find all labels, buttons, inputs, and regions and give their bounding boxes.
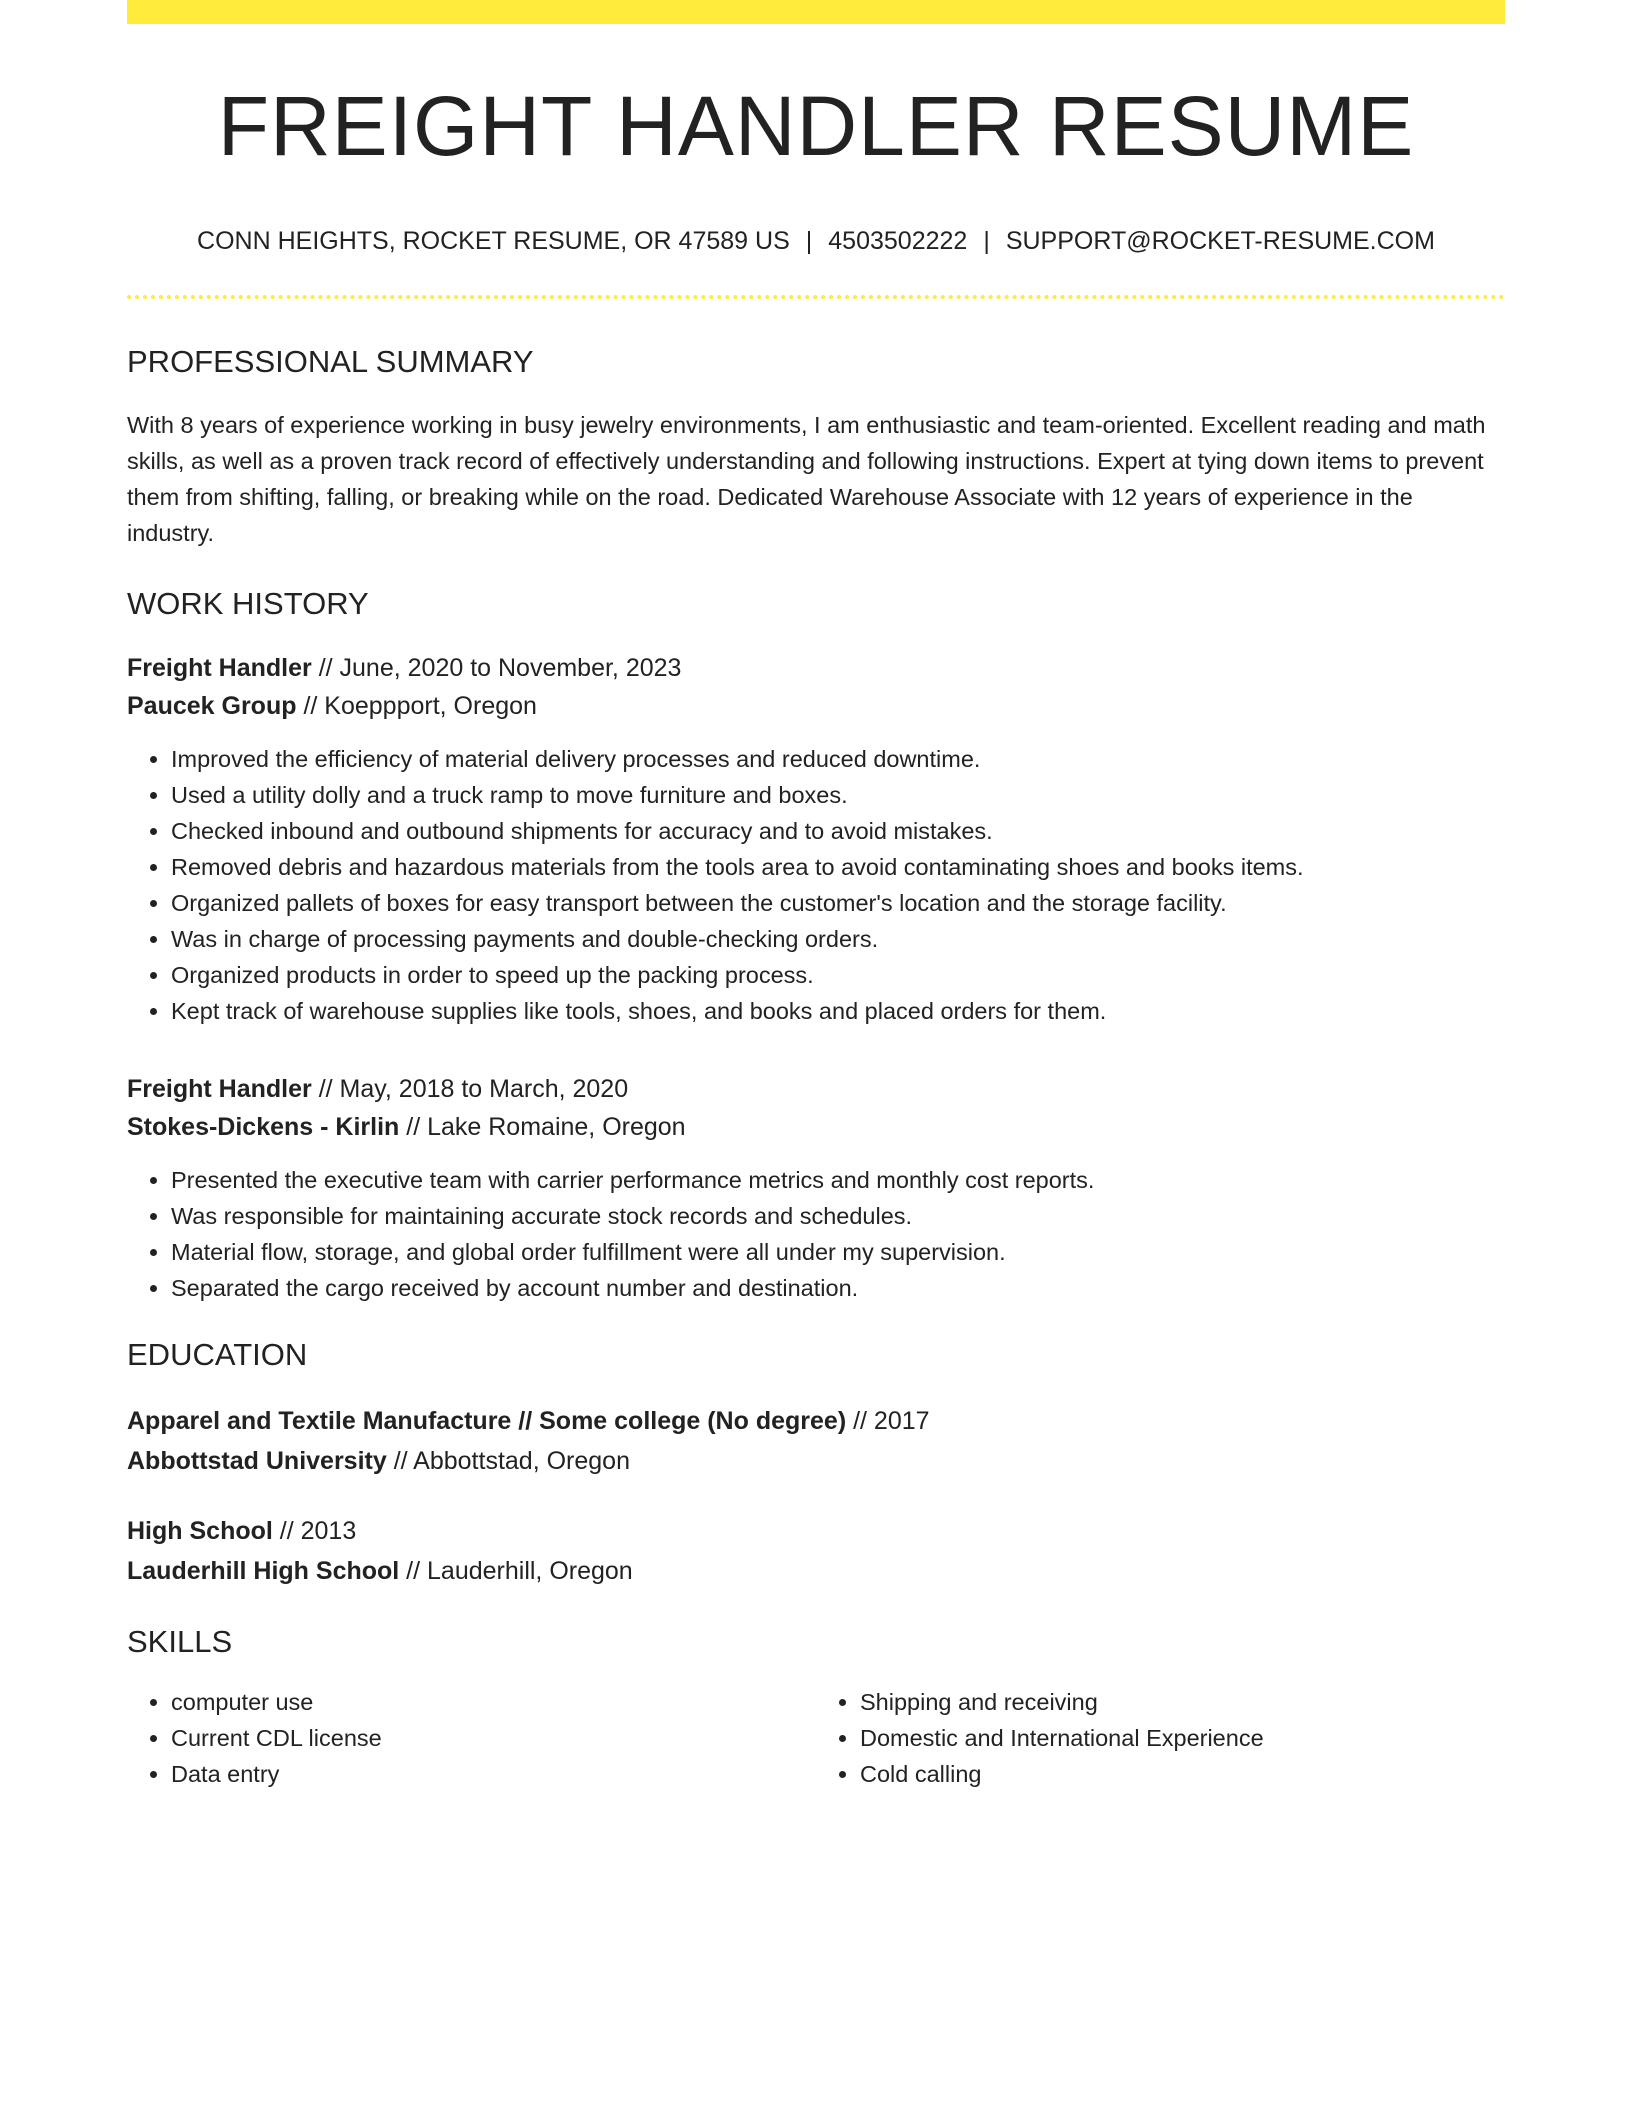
education-location: // Lauderhill, Oregon (399, 1556, 633, 1585)
job-role: Freight Handler (127, 653, 312, 682)
list-item: • Used a utility dolly and a truck ramp to move furniture and boxes. (171, 777, 1505, 813)
skills-column-left (127, 1684, 816, 1792)
contact-separator: | (805, 227, 813, 256)
dotted-divider (127, 295, 1505, 299)
skills-list (816, 1684, 1505, 1792)
education-degree-line (127, 1401, 1505, 1441)
job-dates: // May, 2018 to March, 2020 (311, 1074, 629, 1103)
education-school: Lauderhill High School (127, 1556, 400, 1585)
education-heading: EDUCATION (127, 1336, 308, 1372)
resume-title: FREIGHT HANDLER RESUME (217, 79, 1415, 173)
contact-phone: 4503502222 (828, 227, 968, 256)
summary-heading: PROFESSIONAL SUMMARY (127, 344, 534, 380)
job-location: // Lake Romaine, Oregon (399, 1112, 686, 1141)
job-bullets (127, 1162, 1505, 1306)
job-company: Paucek Group (127, 691, 297, 720)
list-item: • Removed debris and hazardous materials from the tools area to avoid contaminating shoes and books items. (171, 849, 1505, 885)
work-history-heading: WORK HISTORY (127, 585, 369, 621)
education-year: // 2013 (272, 1516, 357, 1545)
list-item: • Cold calling (860, 1756, 1505, 1792)
education-school-line (127, 1551, 1505, 1591)
skills-heading: SKILLS (127, 1623, 233, 1659)
job-company-line (127, 1108, 1505, 1146)
job-role: Freight Handler (127, 1074, 312, 1103)
job-entry (127, 649, 1505, 1029)
education-degree: High School (127, 1516, 273, 1545)
education-location: // Abbottstad, Oregon (386, 1446, 630, 1475)
contact-address: CONN HEIGHTS, ROCKET RESUME, OR 47589 US (197, 227, 790, 256)
list-item: • Was responsible for maintaining accurate stock records and schedules. (171, 1198, 1505, 1234)
job-entry (127, 1070, 1505, 1306)
list-item: • Current CDL license (171, 1720, 816, 1756)
skills-grid (127, 1684, 1505, 1792)
summary-text: With 8 years of experience working in busy jewelry environments, I am enthusiastic and team-oriented. Excellent reading and math skills, as well as a proven track record of effectively understanding and following instructions. Expert at tying down items to prevent them from shifting, falling, or breaking while on the road. Dedicated Warehouse Associate with 12 years of experience in the industry. (127, 411, 1486, 546)
resume-page (127, 0, 1505, 1792)
list-item: • Checked inbound and outbound shipments for accuracy and to avoid mistakes. (171, 813, 1505, 849)
contact-separator: | (983, 227, 990, 256)
job-dates: // June, 2020 to November, 2023 (311, 653, 682, 682)
accent-top-bar (127, 0, 1505, 24)
list-item: • Domestic and International Experience (860, 1720, 1505, 1756)
skills-column-right (816, 1684, 1505, 1792)
list-item: • Was in charge of processing payments and double-checking orders. (171, 921, 1505, 957)
education-school-line (127, 1441, 1505, 1481)
list-item: • Organized products in order to speed up the packing process. (171, 957, 1505, 993)
job-title-line (127, 649, 1505, 687)
education-entry (127, 1401, 1505, 1481)
list-item: • Material flow, storage, and global order fulfillment were all under my supervision. (171, 1234, 1505, 1270)
job-company-line (127, 687, 1505, 725)
list-item: • Organized pallets of boxes for easy transport between the customer's location and the storage facility. (171, 885, 1505, 921)
job-company: Stokes-Dickens - Kirlin (127, 1112, 400, 1141)
education-entry (127, 1511, 1505, 1591)
education-school: Abbottstad University (127, 1446, 387, 1475)
job-location: // Koeppport, Oregon (296, 691, 537, 720)
list-item: • computer use (171, 1684, 816, 1720)
job-title-line (127, 1070, 1505, 1108)
job-bullets (127, 741, 1505, 1029)
list-item: • Kept track of warehouse supplies like tools, shoes, and books and placed orders for them. (171, 993, 1505, 1029)
contact-line (127, 226, 1505, 256)
list-item: • Shipping and receiving (860, 1684, 1505, 1720)
skills-list (127, 1684, 816, 1792)
list-item: • Presented the executive team with carrier performance metrics and monthly cost reports. (171, 1162, 1505, 1198)
list-item: • Data entry (171, 1756, 816, 1792)
education-year: // 2017 (846, 1406, 930, 1435)
list-item: • Separated the cargo received by account number and destination. (171, 1270, 1505, 1306)
education-degree: Apparel and Textile Manufacture // Some college (No degree) (127, 1406, 847, 1435)
contact-email: SUPPORT@ROCKET-RESUME.COM (1005, 227, 1435, 256)
education-degree-line (127, 1511, 1505, 1551)
list-item: • Improved the efficiency of material delivery processes and reduced downtime. (171, 741, 1505, 777)
